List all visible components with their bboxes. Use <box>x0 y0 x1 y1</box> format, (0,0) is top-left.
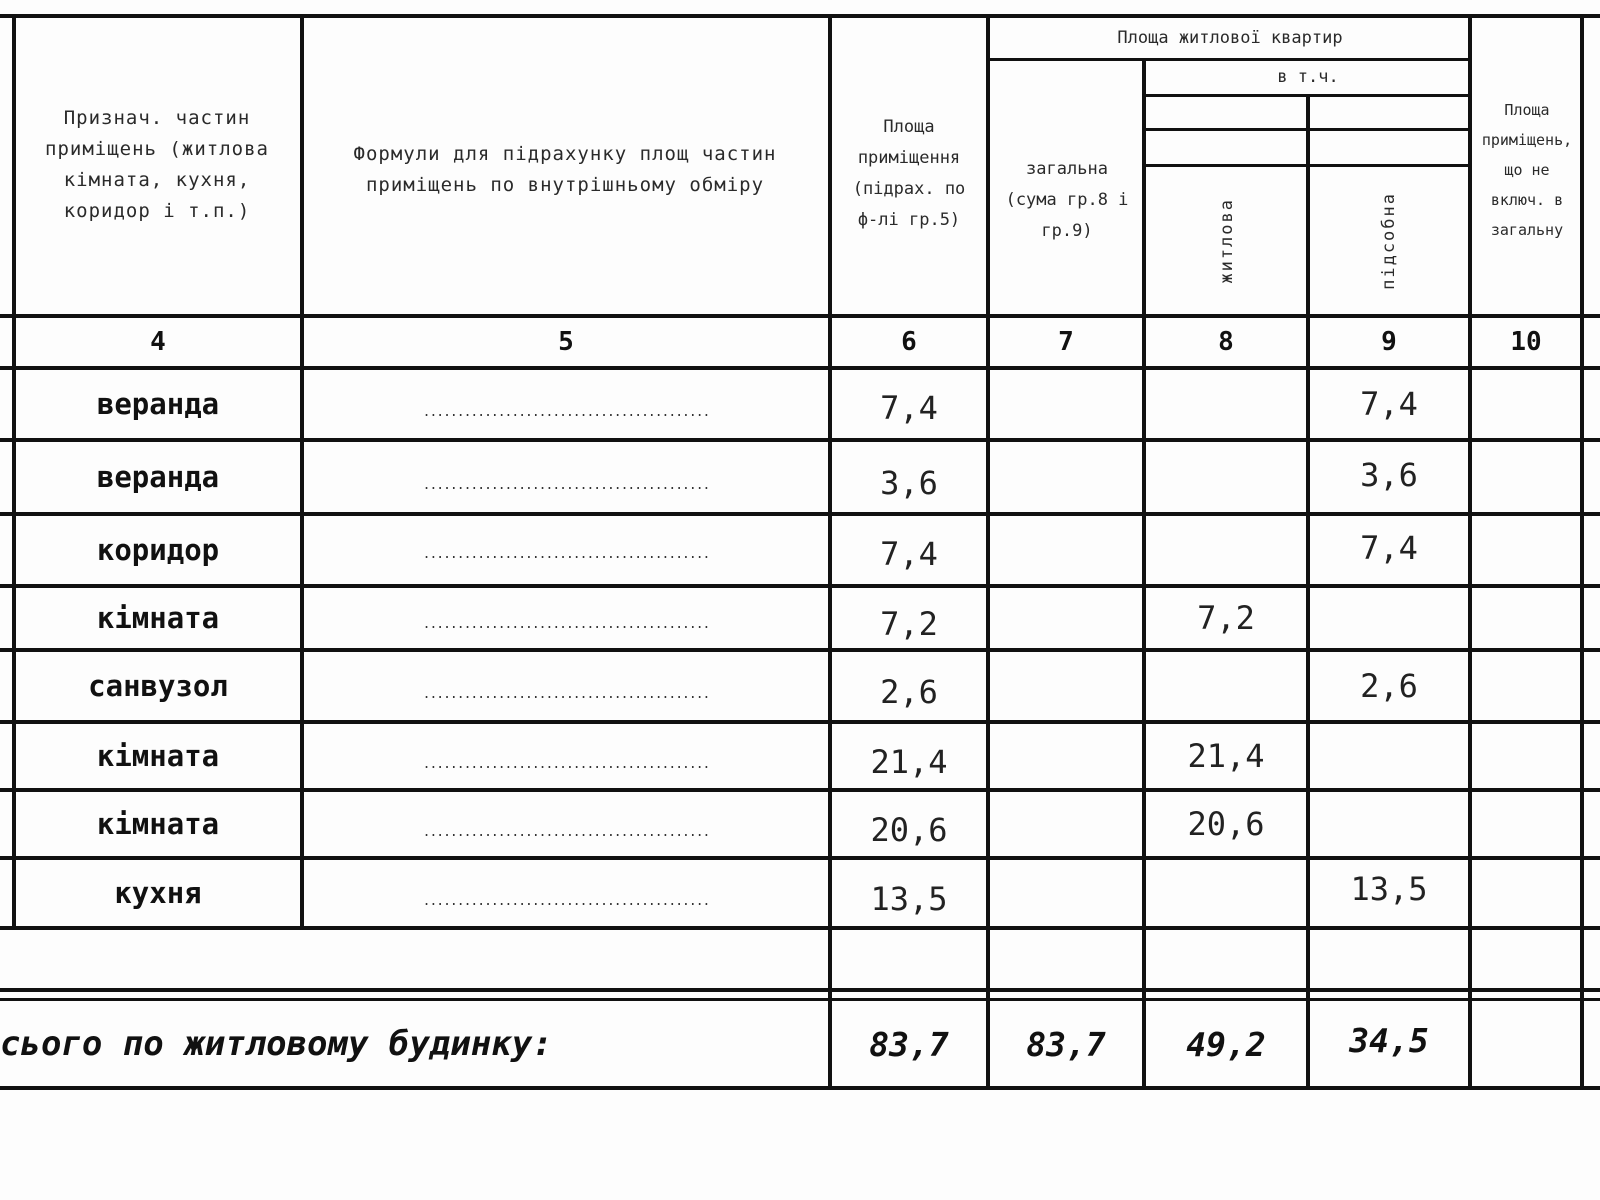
rule-v-c9 <box>1468 14 1472 1090</box>
header-formula: Формули для підрахунку площ частин приміщень по внутрішньому обміру <box>353 143 777 196</box>
totals-area: 83,7 <box>869 1024 949 1064</box>
header-auxiliary-text: підсобна <box>1379 192 1399 290</box>
row-8-total <box>990 864 1142 930</box>
row-7-auxiliary <box>1310 792 1468 856</box>
colnum-4: 4 <box>150 327 166 357</box>
row-2-formula: .......................................... <box>422 477 710 493</box>
totals-label: сього по житловому будинку: <box>0 1024 553 1064</box>
header-total: загальна (сума гр.8 і гр.9) <box>1005 158 1129 241</box>
row-2-living <box>1146 446 1306 516</box>
row-8-formula: .......................................... <box>422 893 710 909</box>
row-6-auxiliary <box>1310 724 1468 788</box>
row-8-room: кухня <box>114 876 202 910</box>
row-7-area: 20,6 <box>870 811 948 849</box>
row-6-living: 21,4 <box>1187 737 1265 775</box>
row-3-auxiliary: 7,4 <box>1360 529 1418 567</box>
row-8-living <box>1146 864 1306 930</box>
row-3-area: 7,4 <box>880 535 938 573</box>
colnum-9: 9 <box>1381 327 1397 357</box>
row-4-area: 7,2 <box>880 605 938 643</box>
header-living-text: житлова <box>1217 198 1237 284</box>
totals-auxiliary: 34,5 <box>1349 1020 1429 1060</box>
row-6-formula: .......................................... <box>422 756 710 772</box>
row-8-auxiliary: 13,5 <box>1350 870 1428 908</box>
colnum-5: 5 <box>558 327 574 357</box>
row-7-formula: .......................................... <box>422 824 710 840</box>
header-purpose: Признач. частин приміщень (житлова кімната, кухня, коридор і т.п.) <box>45 107 269 222</box>
row-4-formula: .......................................... <box>422 616 710 632</box>
row-6-room: кімната <box>96 739 220 773</box>
row-4-living: 7,2 <box>1197 599 1255 637</box>
row-2-area: 3,6 <box>880 464 938 502</box>
row-1-total <box>990 374 1142 442</box>
header-auxiliary <box>1310 168 1468 314</box>
row-7-total <box>990 796 1142 860</box>
row-2-auxiliary: 3,6 <box>1360 456 1418 494</box>
row-7-living: 20,6 <box>1187 805 1265 843</box>
row-5-area: 2,6 <box>880 673 938 711</box>
row-3-room: коридор <box>96 533 220 567</box>
row-5-total <box>990 656 1142 724</box>
rule-total-top <box>0 988 1600 992</box>
row-8-area: 13,5 <box>870 880 948 918</box>
row-4-room: кімната <box>96 601 220 635</box>
row-6-total <box>990 728 1142 792</box>
row-3-formula: .......................................... <box>422 546 710 562</box>
totals-living: 49,2 <box>1186 1024 1266 1064</box>
colnum-7: 7 <box>1058 327 1074 357</box>
row-5-living <box>1146 656 1306 724</box>
row-5-auxiliary: 2,6 <box>1360 667 1418 705</box>
rule-total-bottom <box>0 1086 1600 1090</box>
row-1-room: веранда <box>96 387 220 421</box>
header-including: в т.ч. <box>1277 66 1339 87</box>
row-5-room: санвузол <box>88 669 228 703</box>
row-1-area: 7,4 <box>880 389 938 427</box>
totals-total: 83,7 <box>1026 1024 1106 1064</box>
colnum-6: 6 <box>901 327 917 357</box>
row-6-area: 21,4 <box>870 743 948 781</box>
row-2-total <box>990 446 1142 516</box>
header-living-group: Площа житлової квартир <box>1117 27 1343 48</box>
row-2-room: веранда <box>96 460 220 494</box>
row-4-total <box>990 592 1142 652</box>
header-living <box>1148 168 1306 314</box>
row-1-formula: .......................................... <box>422 404 710 420</box>
header-excluded: Площа приміщень, що не включ. в загальну <box>1481 101 1573 239</box>
colnum-8: 8 <box>1218 327 1234 357</box>
header-room-area: Площа приміщення (підрах. по ф-лі гр.5) <box>852 117 966 230</box>
row-1-living <box>1146 374 1306 442</box>
row-3-total <box>990 518 1142 586</box>
row-3-living <box>1146 518 1306 586</box>
row-5-formula: .......................................... <box>422 686 710 702</box>
row-7-room: кімната <box>96 807 220 841</box>
colnum-10: 10 <box>1510 327 1542 357</box>
row-1-auxiliary: 7,4 <box>1360 385 1418 423</box>
row-4-auxiliary <box>1310 588 1468 648</box>
rule-v-c10 <box>1580 14 1584 1090</box>
